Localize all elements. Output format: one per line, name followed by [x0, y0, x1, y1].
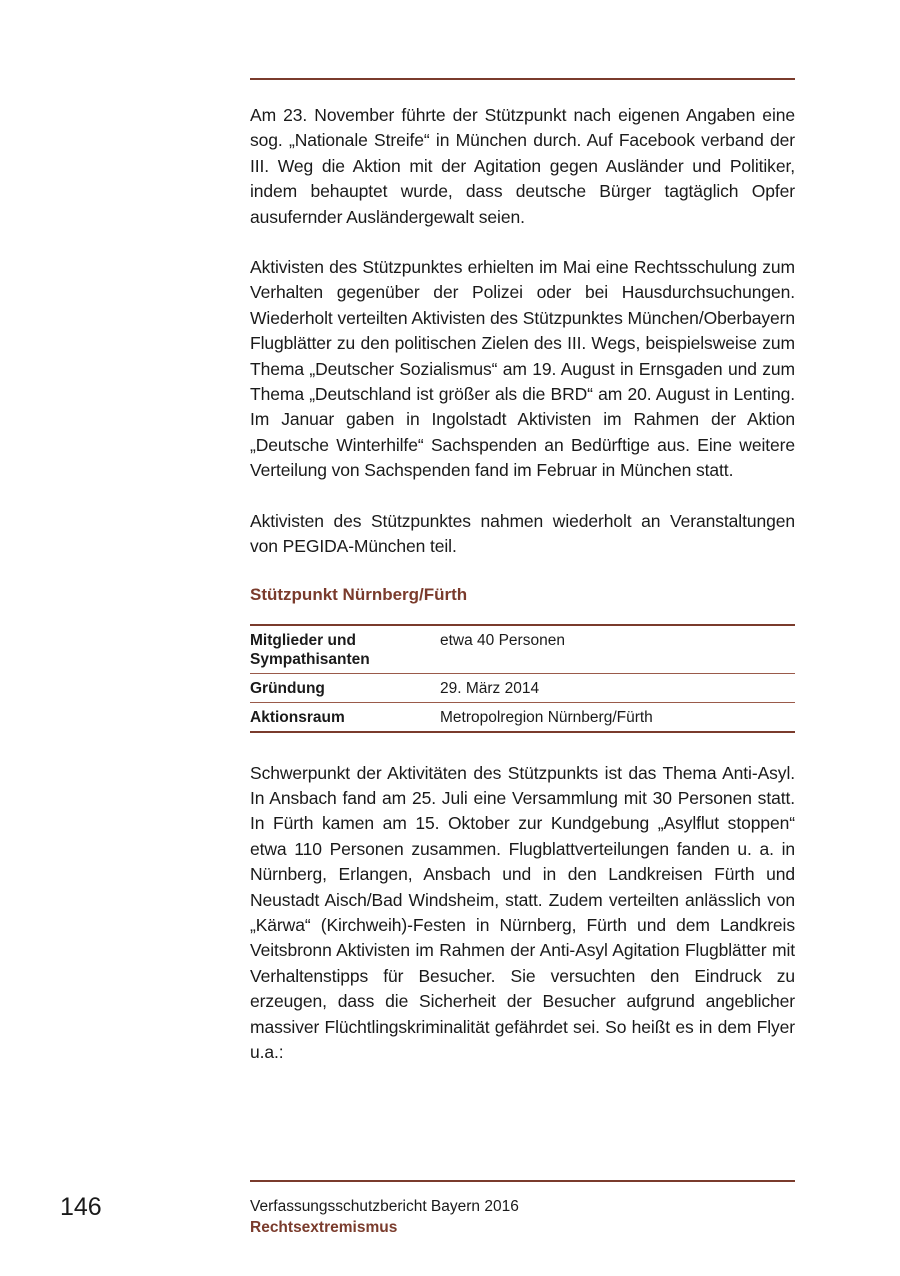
- main-content: [250, 103, 795, 1090]
- footer-chapter: Rechtsextremismus: [250, 1219, 398, 1236]
- footer-title: Verfassungsschutzbericht Bayern 2016: [250, 1198, 519, 1215]
- facts-key: Mitglieder und Sympathisanten: [250, 625, 440, 674]
- facts-table: [250, 624, 795, 733]
- paragraph: Schwerpunkt der Aktivitäten des Stützpunkts ist das Thema Anti-Asyl. In Ansbach fand am 25. Juli eine Versammlung mit 30 Personen statt. In Fürth kamen am 15. Oktober zur Kundgebung „Asylflut stoppen“ etwa 110 Personen zusammen. Flugblattverteilungen fanden u. a. in Nürnberg, Erlangen, Ansbach und in den Landkreisen Fürth und Neustadt Aisch/Bad Windsheim, statt. Zudem verteilten anlässlich von „Kärwa“ (Kirchweih)-Festen in Nürnberg, Fürth und dem Landkreis Veitsbronn Aktivisten im Rahmen der Anti-Asyl Agitation Flugblätter mit Verhaltenstipps für Besucher. Sie versuchten den Eindruck zu erzeugen, dass die Sicherheit der Besucher aufgrund angeblicher massiver Flüchtlingskriminalität gefährdet sei. So heißt es in dem Flyer u.a.:: [250, 762, 795, 1062]
- page-number: 146: [60, 1193, 102, 1221]
- facts-value: 29. März 2014: [440, 673, 795, 702]
- footer: [250, 1196, 795, 1238]
- section-heading: Stützpunkt Nürnberg/Fürth: [250, 584, 468, 604]
- table-row: [250, 625, 795, 674]
- table-row: [250, 702, 795, 732]
- facts-value: Metropolregion Nürnberg/Fürth: [440, 702, 795, 732]
- facts-key: Aktionsraum: [250, 702, 440, 732]
- paragraph: Aktivisten des Stützpunktes nahmen wiederholt an Veranstaltungen von PEGIDA-München teil.: [250, 510, 795, 557]
- paragraph: Am 23. November führte der Stützpunkt nach eigenen Angaben eine sog. „Nationale Streife“ in München durch. Auf Facebook verband der III. Weg die Aktion mit der Agitation gegen Ausländer und Politiker, indem behauptet wurde, dass deutsche Bürger tagtäglich Opfer ausufernder Ausländergewalt seien.: [250, 105, 795, 227]
- paragraph: Aktivisten des Stützpunktes erhielten im Mai eine Rechtsschulung zum Verhalten gegenüber der Polizei oder bei Hausdurchsuchungen. Wiederholt verteilten Aktivisten des Stützpunktes München/Oberbayern Flugblätter zu den politischen Zielen des III. Wegs, beispielsweise zum Thema „Deutscher Sozialismus“ am 19. August in Ernsgaden und zum Thema „Deutschland ist größer als die BRD“ am 20. August in Lenting. Im Januar gaben in Ingolstadt Aktivisten im Rahmen der Aktion „Deutsche Winterhilfe“ Sachspenden an Bedürftige aus. Eine weitere Verteilung von Sachspenden fand im Februar in München statt.: [250, 257, 795, 481]
- top-rule: [250, 78, 795, 80]
- table-row: [250, 673, 795, 702]
- facts-key: Gründung: [250, 673, 440, 702]
- footer-rule: [250, 1180, 795, 1182]
- facts-value: etwa 40 Personen: [440, 625, 795, 674]
